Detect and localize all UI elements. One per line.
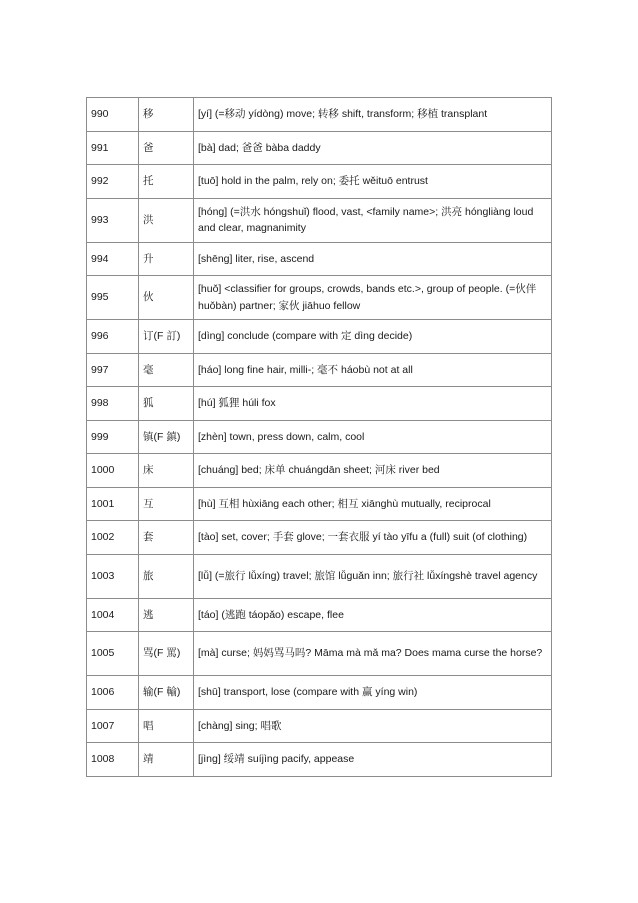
table-row xyxy=(87,387,552,421)
entry-definition: [shū] transport, lose (compare with 赢 yíng win) xyxy=(194,676,552,710)
entry-number: 991 xyxy=(87,131,139,165)
entry-definition: [chàng] sing; 唱歌 xyxy=(194,709,552,743)
entry-character: 逃 xyxy=(139,598,194,632)
entry-number: 993 xyxy=(87,198,139,242)
entry-character: 伙 xyxy=(139,276,194,320)
entry-definition: [huǒ] <classifier for groups, crowds, bands etc.>, group of people. (=伙伴 huǒbàn) partner; 家伙 jiāhuo fellow xyxy=(194,276,552,320)
entry-number: 990 xyxy=(87,98,139,132)
entry-definition: [yí] (=移动 yídòng) move; 转移 shift, transform; 移植 transplant xyxy=(194,98,552,132)
entry-character: 升 xyxy=(139,242,194,276)
entry-character: 洪 xyxy=(139,198,194,242)
entry-number: 1000 xyxy=(87,454,139,488)
entry-definition: [shēng] liter, rise, ascend xyxy=(194,242,552,276)
entry-character: 订(F 訂) xyxy=(139,320,194,354)
vocabulary-table xyxy=(86,97,552,777)
entry-character: 移 xyxy=(139,98,194,132)
entry-definition: [lǚ] (=旅行 lǚxíng) travel; 旅馆 lǚguǎn inn; 旅行社 lǚxíngshè travel agency xyxy=(194,554,552,598)
vocabulary-table-body xyxy=(87,98,552,777)
entry-character: 床 xyxy=(139,454,194,488)
entry-number: 1008 xyxy=(87,743,139,777)
entry-character: 骂(F 罵) xyxy=(139,632,194,676)
table-row xyxy=(87,198,552,242)
entry-number: 1006 xyxy=(87,676,139,710)
entry-character: 镇(F 鎮) xyxy=(139,420,194,454)
entry-definition: [jìng] 绥靖 suíjìng pacify, appease xyxy=(194,743,552,777)
entry-number: 992 xyxy=(87,165,139,199)
table-row xyxy=(87,521,552,555)
entry-definition: [mà] curse; 妈妈骂马吗? Māma mà mǎ ma? Does mama curse the horse? xyxy=(194,632,552,676)
table-row xyxy=(87,632,552,676)
entry-definition: [dìng] conclude (compare with 定 dìng decide) xyxy=(194,320,552,354)
entry-number: 996 xyxy=(87,320,139,354)
table-row xyxy=(87,320,552,354)
table-row xyxy=(87,676,552,710)
table-row xyxy=(87,554,552,598)
entry-character: 旅 xyxy=(139,554,194,598)
table-row xyxy=(87,598,552,632)
table-row xyxy=(87,131,552,165)
entry-number: 997 xyxy=(87,353,139,387)
entry-definition: [hù] 互相 hùxiāng each other; 相互 xiānghù mutually, reciprocal xyxy=(194,487,552,521)
table-row xyxy=(87,98,552,132)
entry-character: 套 xyxy=(139,521,194,555)
entry-definition: [chuáng] bed; 床单 chuángdān sheet; 河床 river bed xyxy=(194,454,552,488)
table-row xyxy=(87,165,552,199)
entry-number: 1004 xyxy=(87,598,139,632)
entry-character: 托 xyxy=(139,165,194,199)
entry-definition: [hú] 狐狸 húli fox xyxy=(194,387,552,421)
entry-definition: [zhèn] town, press down, calm, cool xyxy=(194,420,552,454)
entry-character: 爸 xyxy=(139,131,194,165)
entry-number: 994 xyxy=(87,242,139,276)
entry-number: 1001 xyxy=(87,487,139,521)
entry-number: 1005 xyxy=(87,632,139,676)
table-row xyxy=(87,353,552,387)
table-row xyxy=(87,487,552,521)
entry-definition: [bà] dad; 爸爸 bàba daddy xyxy=(194,131,552,165)
table-row xyxy=(87,709,552,743)
entry-definition: [tào] set, cover; 手套 glove; 一套衣服 yí tào yīfu a (full) suit (of clothing) xyxy=(194,521,552,555)
entry-character: 输(F 輸) xyxy=(139,676,194,710)
entry-number: 1002 xyxy=(87,521,139,555)
entry-character: 互 xyxy=(139,487,194,521)
entry-character: 毫 xyxy=(139,353,194,387)
table-row xyxy=(87,242,552,276)
entry-number: 1007 xyxy=(87,709,139,743)
entry-definition: [háo] long fine hair, milli-; 毫不 háobù not at all xyxy=(194,353,552,387)
entry-number: 995 xyxy=(87,276,139,320)
entry-definition: [tuō] hold in the palm, rely on; 委托 wěituō entrust xyxy=(194,165,552,199)
entry-number: 999 xyxy=(87,420,139,454)
entry-character: 狐 xyxy=(139,387,194,421)
table-row xyxy=(87,743,552,777)
entry-number: 1003 xyxy=(87,554,139,598)
entry-character: 靖 xyxy=(139,743,194,777)
entry-character: 唱 xyxy=(139,709,194,743)
entry-number: 998 xyxy=(87,387,139,421)
entry-definition: [hóng] (=洪水 hóngshuǐ) flood, vast, <family name>; 洪亮 hóngliàng loud and clear, magnanimity xyxy=(194,198,552,242)
entry-definition: [táo] (逃跑 táopǎo) escape, flee xyxy=(194,598,552,632)
table-row xyxy=(87,454,552,488)
table-row xyxy=(87,420,552,454)
table-row xyxy=(87,276,552,320)
